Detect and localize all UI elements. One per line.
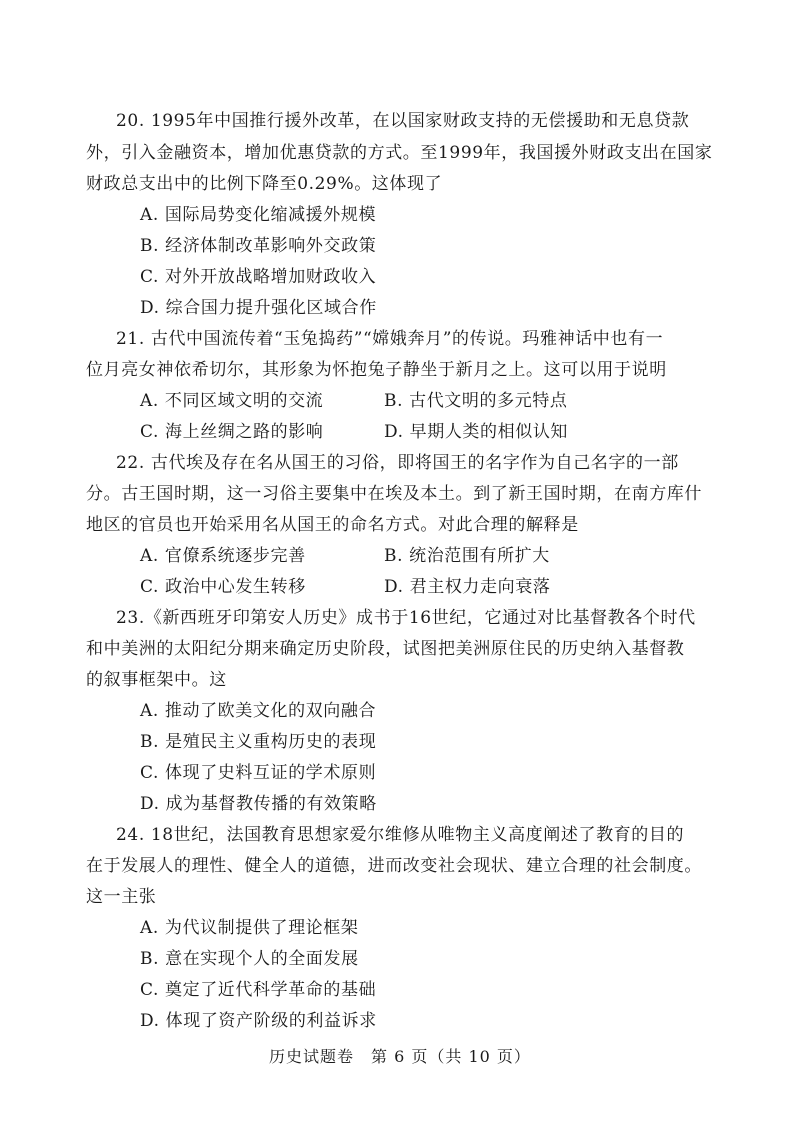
question-22-line-2: 分。古王国时期，这一习俗主要集中在埃及本土。到了新王国时期，在南方库什	[86, 484, 702, 504]
question-22-option-c: C. 政治中心发生转移	[140, 577, 306, 597]
question-22-option-a: A. 官僚系统逐步完善	[140, 546, 306, 566]
question-20-line-2: 外，引入金融资本，增加优惠贷款的方式。至1999年，我国援外财政支出在国家	[86, 143, 713, 163]
question-20-option-d: D. 综合国力提升强化区域合作	[140, 298, 377, 318]
question-24-line-3: 这一主张	[86, 887, 157, 907]
question-21-option-d: D. 早期人类的相似认知	[384, 422, 569, 442]
question-24-option-b: B. 意在实现个人的全面发展	[140, 949, 359, 969]
question-24-option-d: D. 体现了资产阶级的利益诉求	[140, 1011, 377, 1031]
question-21-line-2: 位月亮女神依希切尔，其形象为怀抱兔子静坐于新月之上。这可以用于说明	[86, 360, 667, 380]
question-21-line-1: 21. 古代中国流传着“玉兔捣药”“嫦娥奔月”的传说。玛雅神话中也有一	[116, 329, 664, 349]
question-20-option-c: C. 对外开放战略增加财政收入	[140, 267, 377, 287]
question-23-option-d: D. 成为基督教传播的有效策略	[140, 794, 377, 814]
question-23-option-a: A. 推动了欧美文化的双向融合	[140, 701, 377, 721]
page-footer: 历史试题卷 第 6 页（共 10 页）	[269, 1047, 531, 1066]
question-24-line-2: 在于发展人的理性、健全人的道德，进而改变社会现状、建立合理的社会制度。	[86, 856, 702, 876]
question-20-line-1: 20. 1995年中国推行援外改革，在以国家财政支持的无偿援助和无息贷款	[116, 111, 690, 131]
question-21-option-c: C. 海上丝绸之路的影响	[140, 422, 324, 442]
question-22-line-3: 地区的官员也开始采用名从国王的命名方式。对此合理的解释是	[86, 515, 579, 535]
question-20-option-a: A. 国际局势变化缩减援外规模	[140, 205, 377, 225]
question-21-option-b: B. 古代文明的多元特点	[384, 391, 568, 411]
question-23-option-c: C. 体现了史料互证的学术原则	[140, 763, 377, 783]
question-21-option-a: A. 不同区域文明的交流	[140, 391, 324, 411]
question-24-option-a: A. 为代议制提供了理论框架	[140, 918, 359, 938]
question-22-option-d: D. 君主权力走向衰落	[384, 577, 551, 597]
question-22-line-1: 22. 古代埃及存在名从国王的习俗，即将国王的名字作为自己名字的一部	[116, 453, 679, 473]
question-23-line-3: 的叙事框架中。这	[86, 670, 227, 690]
question-23-line-1: 23.《新西班牙印第安人历史》成书于16世纪，它通过对比基督教各个时代	[116, 608, 696, 628]
question-20-option-b: B. 经济体制改革影响外交政策	[140, 236, 377, 256]
question-24-line-1: 24. 18世纪，法国教育思想家爱尔维修从唯物主义高度阐述了教育的目的	[116, 825, 685, 845]
question-23-option-b: B. 是殖民主义重构历史的表现	[140, 732, 377, 752]
question-23-line-2: 和中美洲的太阳纪分期来确定历史阶段，试图把美洲原住民的历史纳入基督教	[86, 639, 685, 659]
question-20-line-3: 财政总支出中的比例下降至0.29%。这体现了	[86, 174, 443, 194]
question-22-option-b: B. 统治范围有所扩大	[384, 546, 550, 566]
question-24-option-c: C. 奠定了近代科学革命的基础	[140, 980, 377, 1000]
